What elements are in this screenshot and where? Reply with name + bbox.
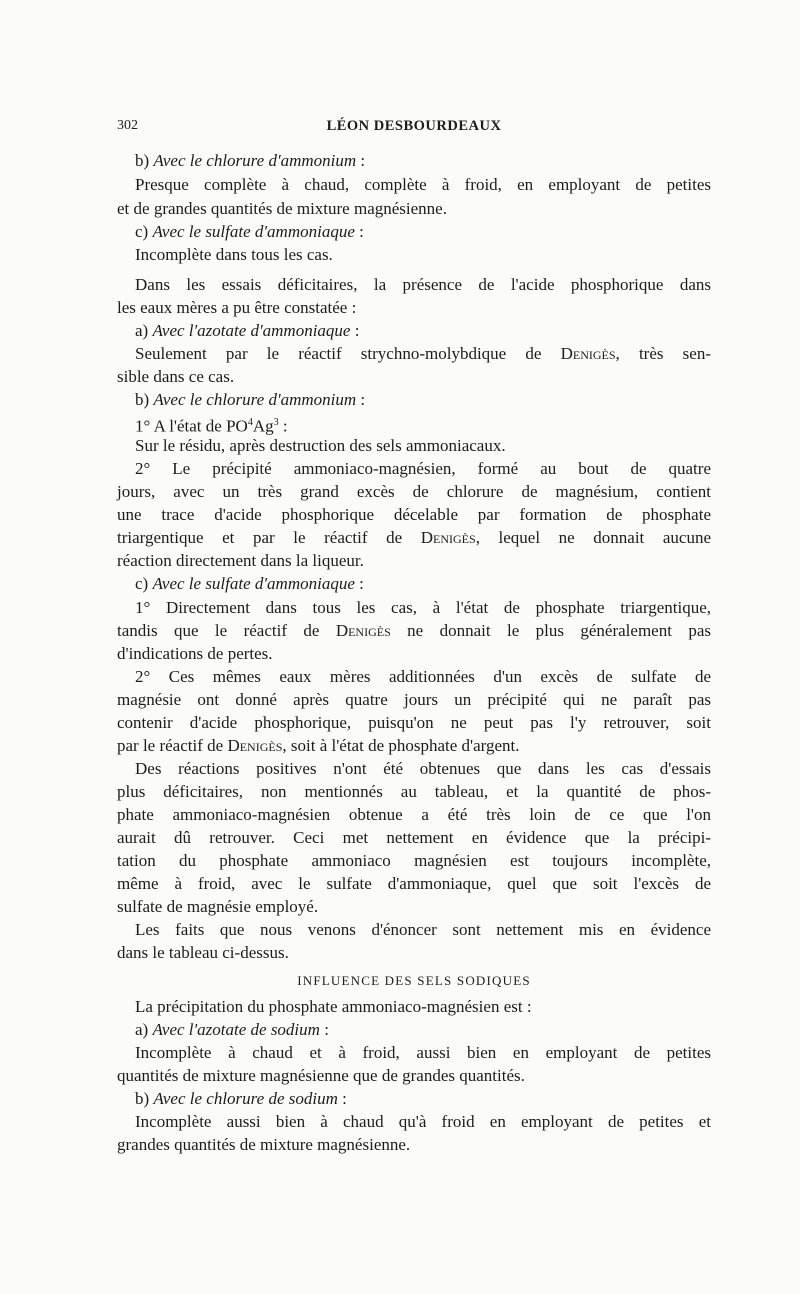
text-run: par le réactif de (117, 736, 228, 755)
text-line: Sur le résidu, après destruction des sels ammoniacaux. (135, 436, 506, 455)
item-label: b) (135, 390, 154, 409)
list-item-b (117, 150, 711, 172)
colon: : (350, 321, 360, 340)
running-head: LÉON DESBOURDEAUX (326, 118, 502, 134)
text-line: réaction directement dans la liqueur. (117, 551, 364, 570)
text-line: même à froid, avec le sulfate d'ammoniaque, quel que soit l'excès de (117, 874, 711, 893)
text-line: La précipitation du phosphate ammoniaco-magnésien est : (135, 997, 532, 1016)
item-label: a) (135, 1020, 153, 1039)
author-name: Denigès (227, 736, 283, 755)
colon: : (319, 1020, 329, 1039)
text-line: 2° Ces mêmes eaux mères additionnées d'un excès de sulfate de (135, 667, 711, 686)
text-line: Incomplète à chaud et à froid, aussi bien en employant de petites (135, 1043, 711, 1062)
text-line: plus déficitaires, non mentionnés au tableau, et la quantité de phos- (117, 782, 711, 801)
text-line: 2° Le précipité ammoniaco-magnésien, formé au bout de quatre (135, 459, 711, 478)
text-line: jours, avec un très grand excès de chlorure de magnésium, contient (117, 482, 711, 501)
colon: : (354, 222, 364, 241)
text-line: aurait dû retrouver. Ceci met nettement en évidence que la précipi- (117, 828, 711, 847)
item-label: c) (135, 222, 153, 241)
text-line (117, 735, 711, 757)
text-run: Ag (252, 416, 274, 436)
colon: : (354, 574, 364, 593)
colon: : (337, 1089, 347, 1108)
text-line: d'indications de pertes. (117, 644, 273, 663)
item-title: Avec l'azotate de sodium (152, 1020, 320, 1039)
text-line: Presque complète à chaud, complète à froid, en employant de petites (135, 175, 711, 194)
text-line: sulfate de magnésie employé. (117, 897, 319, 916)
text-line: les eaux mères a pu être constatée : (117, 298, 357, 317)
text-line: sible dans ce cas. (117, 367, 235, 386)
text-line: Dans les essais déficitaires, la présence de l'acide phosphorique dans (135, 275, 711, 294)
text-run: , lequel ne donnait aucune (475, 528, 711, 547)
page-header (117, 118, 711, 138)
text-line: dans le tableau ci-dessus. (117, 943, 289, 962)
text-line: magnésie ont donné après quatre jours un précipité qui ne paraît pas (117, 690, 711, 709)
text-run: triargentique et par le réactif de (117, 528, 421, 547)
list-item-a (117, 1019, 711, 1041)
item-title: Avec le chlorure de sodium (153, 1089, 338, 1108)
text-run: , très sen- (615, 344, 711, 363)
text-line: et de grandes quantités de mixture magnésienne. (117, 199, 447, 218)
text-run: 1° A l'état de PO (135, 416, 248, 436)
item-title: Avec le sulfate d'ammoniaque (152, 574, 355, 593)
author-name: Denigès (420, 528, 476, 547)
section-heading: INFLUENCE DES SELS SODIQUES (297, 973, 531, 988)
text-run: : (278, 416, 288, 436)
page-number: 302 (117, 118, 138, 133)
text-line: phate ammoniaco-magnésien obtenue a été très loin de ce que l'on (117, 805, 711, 824)
author-name: Denigès (335, 621, 391, 640)
item-title: Avec le chlorure d'ammonium (153, 390, 357, 409)
list-item-b (117, 1088, 711, 1110)
formula-index: 4 (247, 417, 253, 428)
item-label: b) (135, 1089, 154, 1108)
text-run: Seulement par le réactif strychno-molybdique de (135, 344, 561, 363)
item-label: a) (135, 321, 153, 340)
list-item-a (117, 320, 711, 342)
item-title: Avec le chlorure d'ammonium (153, 151, 357, 170)
text-run: ne donnait le plus généralement pas (390, 621, 711, 640)
text-line: une trace d'acide phosphorique décelable par formation de phosphate (117, 505, 711, 524)
text-line (117, 620, 711, 642)
text-line (117, 343, 711, 365)
text-line (117, 527, 711, 549)
text-line: contenir d'acide phosphorique, puisqu'on ne peut pas l'y retrouver, soit (117, 713, 711, 732)
text-line: Incomplète aussi bien à chaud qu'à froid en employant de petites et (135, 1112, 711, 1131)
author-name: Denigès (560, 344, 616, 363)
item-title: Avec l'azotate d'ammoniaque (152, 321, 351, 340)
item-label: b) (135, 151, 154, 170)
text-run: tandis que le réactif de (117, 621, 336, 640)
colon: : (356, 390, 366, 409)
formula-index: 3 (273, 417, 279, 428)
item-label: c) (135, 574, 153, 593)
text-run: , soit à l'état de phosphate d'argent. (282, 736, 520, 755)
text-line: Incomplète dans tous les cas. (135, 245, 333, 264)
text-line: 1° Directement dans tous les cas, à l'état de phosphate triargentique, (135, 598, 711, 617)
numbered-item (117, 412, 711, 434)
colon: : (356, 151, 366, 170)
text-line: tation du phosphate ammoniaco magnésien est toujours incomplète, (117, 851, 711, 870)
list-item-b (117, 389, 711, 411)
text-line: Des réactions positives n'ont été obtenues que dans les cas d'essais (135, 759, 711, 778)
item-title: Avec le sulfate d'ammoniaque (152, 222, 355, 241)
text-line: grandes quantités de mixture magnésienne. (117, 1135, 411, 1154)
list-item-c (117, 221, 711, 243)
text-line: Les faits que nous venons d'énoncer sont nettement mis en évidence (135, 920, 711, 939)
text-line: quantités de mixture magnésienne que de grandes quantités. (117, 1066, 525, 1085)
list-item-c (117, 573, 711, 595)
